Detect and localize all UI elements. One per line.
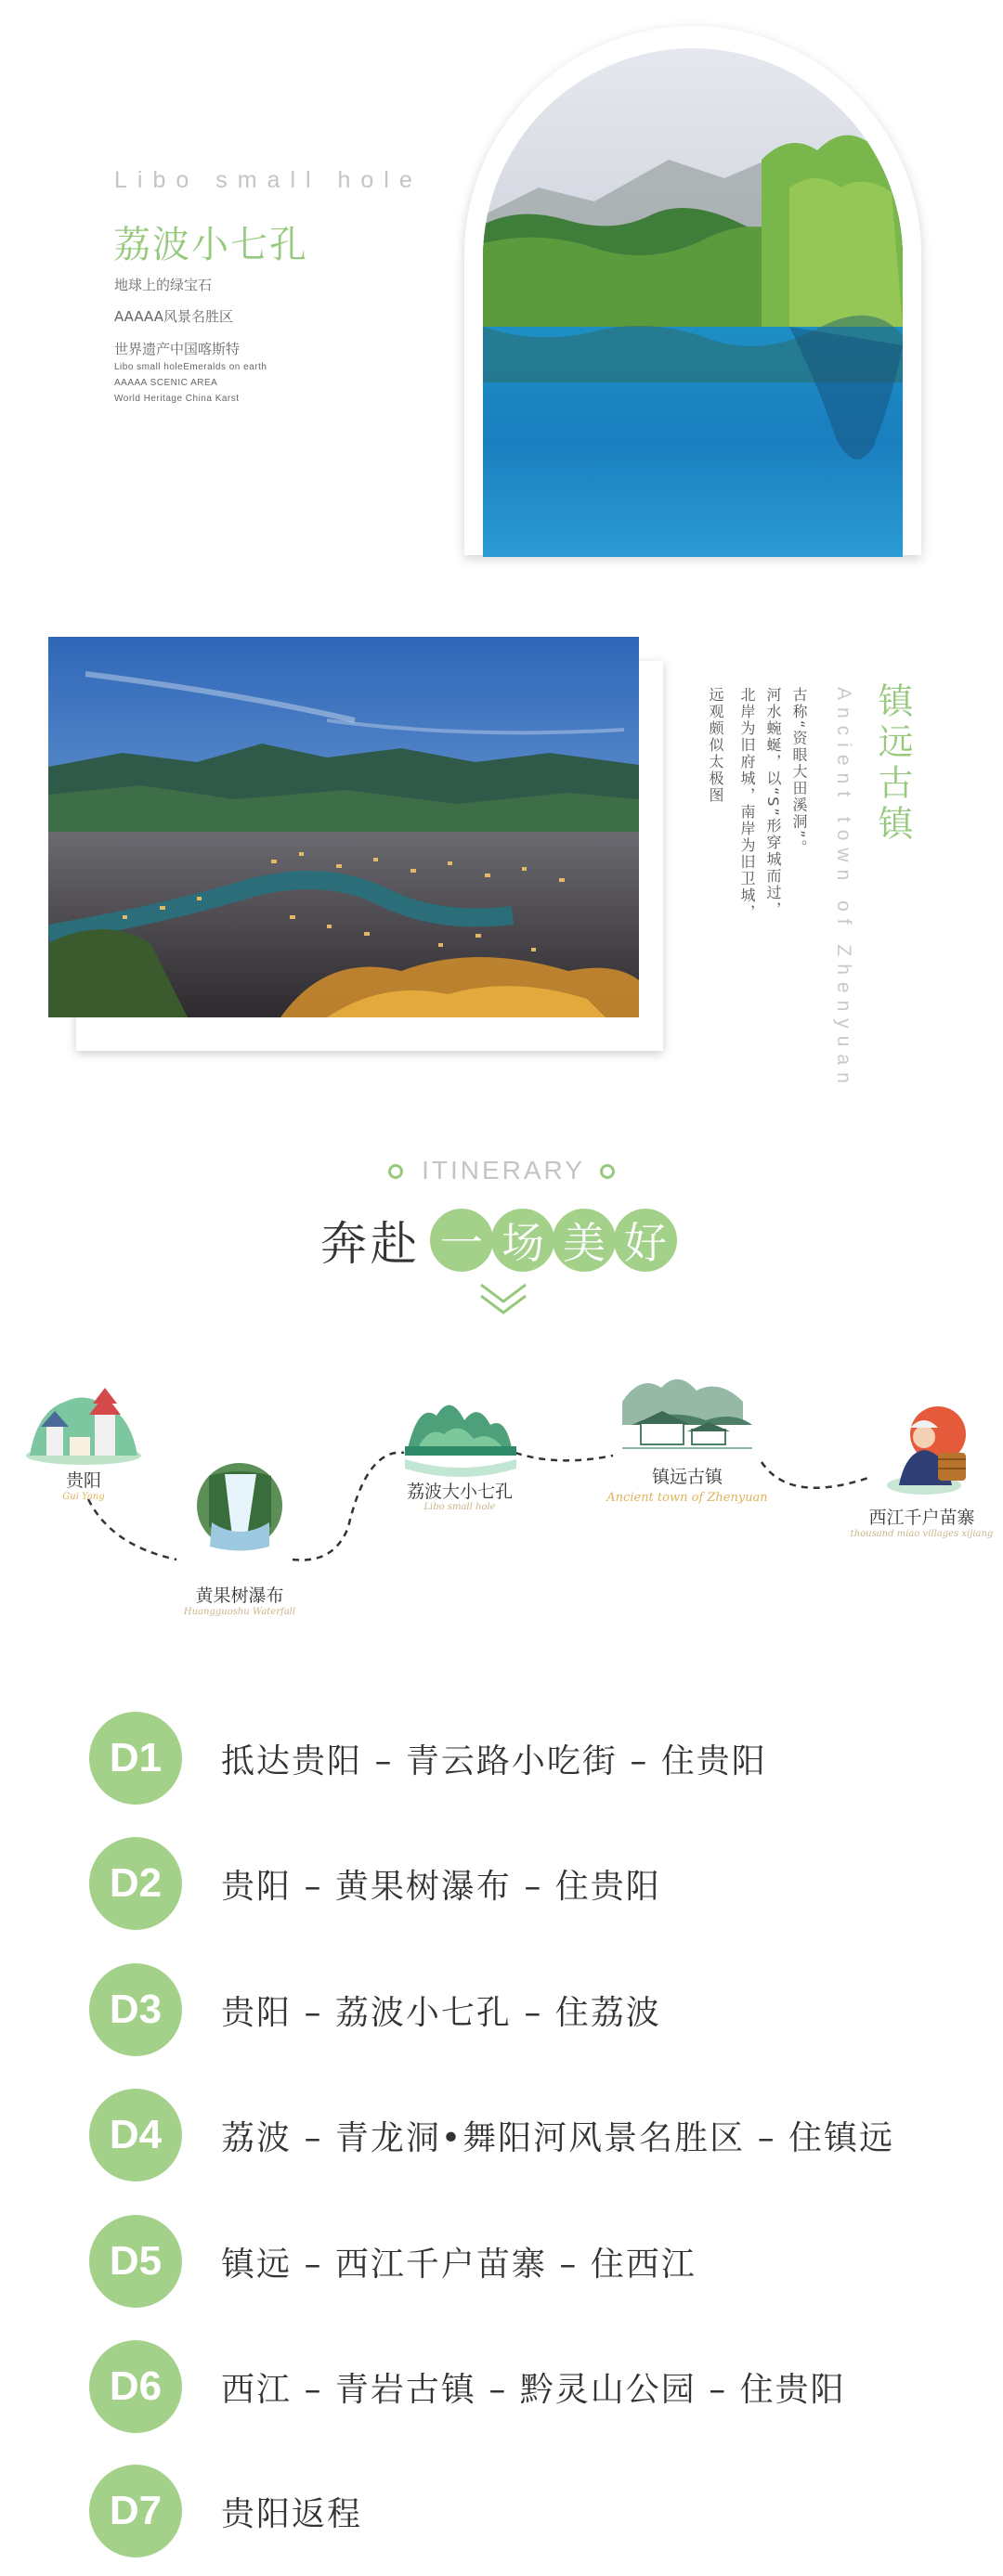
ring-dot-icon: [600, 1164, 615, 1179]
ring-dot-icon: [388, 1164, 403, 1179]
route-path: [762, 1462, 868, 1488]
headline-circled-char: 场: [491, 1209, 554, 1272]
libo-landscape-icon: [405, 1405, 516, 1477]
stop-english-xijiang: thousand miao villages xijiang: [850, 1529, 994, 1539]
day-route-text: 抵达贵阳 – 青云路小吃街 – 住贵阳: [221, 1741, 767, 1780]
waterfall-icon: [197, 1463, 282, 1551]
day-item: [89, 1837, 981, 1930]
stop-english-zhenyuan: Ancient town of Zhenyuan: [606, 1491, 768, 1505]
stop-name-guiyang: 贵阳: [65, 1470, 101, 1491]
day-route-text: 镇远 – 西江千户苗寨 – 住西江: [221, 2245, 697, 2284]
stop-name-zhenyuan: 镇远古镇: [651, 1467, 723, 1487]
libo-subtitle-line: AAAAA风景名胜区: [114, 308, 233, 325]
miao-girl-icon: [887, 1406, 966, 1495]
stop-name-xijiang: 西江千户苗寨: [868, 1508, 975, 1528]
libo-english-title: Libo small hole: [114, 167, 423, 193]
zhenyuan-description-column: 远观颇似太极图: [707, 687, 724, 804]
day-route-text: 贵阳 – 荔波小七孔 – 住荔波: [221, 1993, 661, 2032]
libo-english-line: Libo small holeEmeralds on earth: [114, 362, 267, 372]
stop-english-libo: Libo small hole: [423, 1502, 496, 1512]
day-item: [89, 2089, 981, 2181]
day-item: [89, 1712, 981, 1805]
headline-circled-char: 美: [553, 1209, 616, 1272]
day-badge: D2: [89, 1837, 182, 1930]
stop-name-huangguoshu: 黄果树瀑布: [195, 1586, 284, 1606]
day-badge: D5: [89, 2215, 182, 2308]
stop-english-huangguoshu: Huangguoshu Waterfall: [183, 1607, 296, 1617]
libo-english-line: World Heritage China Karst: [114, 394, 240, 404]
day-route-text: 荔波 – 青龙洞•舞阳河风景名胜区 – 住镇远: [221, 2118, 895, 2157]
itinerary-headline: [320, 1203, 675, 1277]
day-route-text: 西江 – 青岩古镇 – 黔灵山公园 – 住贵阳: [221, 2370, 846, 2409]
libo-subtitle-line: 世界遗产中国喀斯特: [114, 341, 241, 357]
guiyang-pavilion-icon: [26, 1388, 141, 1465]
zhenyuan-ink-landscape-icon: [622, 1379, 752, 1448]
day-badge: D1: [89, 1712, 182, 1805]
day-badge: D6: [89, 2340, 182, 2433]
stop-name-libo: 荔波大小七孔: [406, 1482, 513, 1502]
double-chevron-down-icon: [475, 1281, 531, 1318]
day-item: [89, 2465, 981, 2557]
zhenyuan-title: 镇远古镇: [872, 682, 913, 846]
day-badge: D4: [89, 2089, 182, 2181]
zhenyuan-description-column: 河水蜿蜒，以“S”形穿城而过，: [764, 687, 782, 918]
day-badge: D3: [89, 1963, 182, 2056]
day-route-text: 贵阳 – 黄果树瀑布 – 住贵阳: [221, 1867, 661, 1906]
zhenyuan-english-title: Ancient town of Zhenyuan: [833, 687, 854, 1091]
libo-title: 荔波小七孔: [113, 224, 308, 266]
stop-english-guiyang: Gui Yang: [62, 1492, 105, 1502]
headline-circled-char: 一: [430, 1209, 493, 1272]
libo-english-line: AAAAA SCENIC AREA: [114, 378, 218, 388]
zhenyuan-description-column: 古称“资眼大田溪洞”。: [790, 687, 808, 857]
itinerary-label: ITINERARY: [422, 1156, 585, 1184]
day-badge: D7: [89, 2465, 182, 2557]
headline-circled-char: 好: [614, 1209, 677, 1272]
libo-lake-photo: [483, 48, 903, 557]
day-item: [89, 2215, 981, 2308]
headline-plain-text: 奔赴: [320, 1217, 421, 1271]
day-item: [89, 2340, 981, 2433]
route-path: [515, 1453, 613, 1460]
day-item: [89, 1963, 981, 2056]
libo-subtitle-line: 地球上的绿宝石: [114, 277, 213, 293]
zhenyuan-town-photo: [48, 637, 639, 1017]
day-route-text: 贵阳返程: [221, 2494, 363, 2533]
zhenyuan-description-column: 北岸为旧府城，南岸为旧卫城，: [738, 687, 756, 921]
route-path: [88, 1499, 176, 1560]
